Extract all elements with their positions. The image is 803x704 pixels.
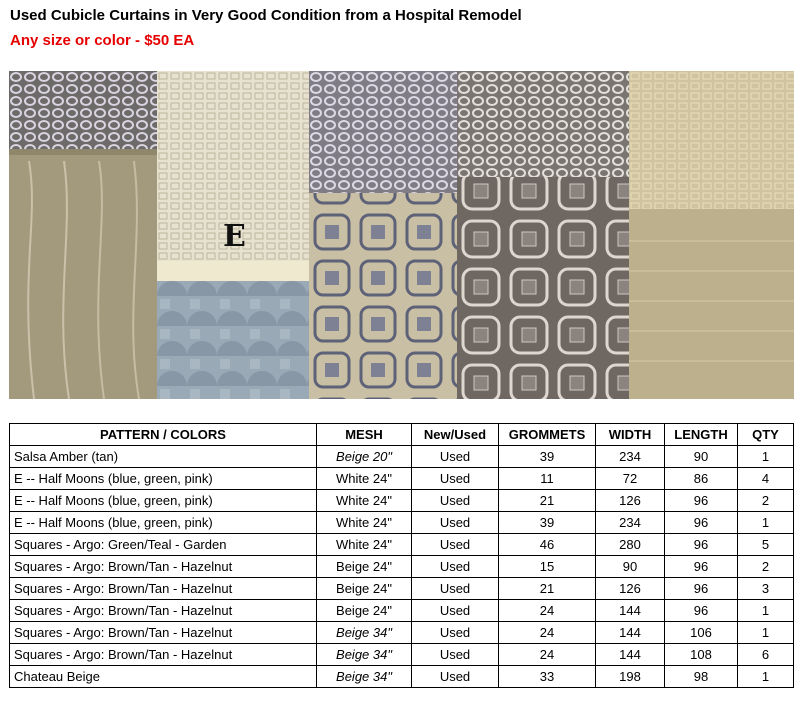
length-cell: 98 bbox=[665, 666, 738, 688]
width-cell: 90 bbox=[596, 556, 665, 578]
qty-cell: 2 bbox=[738, 490, 794, 512]
pattern-cell: Squares - Argo: Green/Teal - Garden bbox=[10, 534, 317, 556]
header-width: WIDTH bbox=[596, 424, 665, 446]
mesh-cell: White 24" bbox=[317, 468, 412, 490]
price-subtitle: Any size or color - $50 EA bbox=[10, 32, 195, 49]
squares-argo-hazelnut-swatch bbox=[457, 71, 629, 399]
condition-cell: Used bbox=[412, 556, 499, 578]
grommets-cell: 15 bbox=[499, 556, 596, 578]
header-mesh: MESH bbox=[317, 424, 412, 446]
length-cell: 96 bbox=[665, 490, 738, 512]
header-pattern: PATTERN / COLORS bbox=[10, 424, 317, 446]
squares-argo-garden-swatch bbox=[309, 71, 457, 399]
width-cell: 144 bbox=[596, 644, 665, 666]
grommets-cell: 24 bbox=[499, 622, 596, 644]
table-row bbox=[10, 600, 794, 622]
grommets-cell: 39 bbox=[499, 512, 596, 534]
condition-cell: Used bbox=[412, 468, 499, 490]
pattern-cell: Squares - Argo: Brown/Tan - Hazelnut bbox=[10, 578, 317, 600]
length-cell: 96 bbox=[665, 534, 738, 556]
table-row bbox=[10, 578, 794, 600]
table-row bbox=[10, 446, 794, 468]
condition-cell: Used bbox=[412, 622, 499, 644]
width-cell: 234 bbox=[596, 446, 665, 468]
header-length: LENGTH bbox=[665, 424, 738, 446]
mesh-cell: White 24" bbox=[317, 534, 412, 556]
table-row bbox=[10, 622, 794, 644]
inventory-table bbox=[9, 423, 794, 688]
table-row bbox=[10, 490, 794, 512]
chateau-beige-swatch bbox=[629, 71, 794, 399]
pattern-cell: Squares - Argo: Brown/Tan - Hazelnut bbox=[10, 644, 317, 666]
qty-cell: 6 bbox=[738, 644, 794, 666]
qty-cell: 1 bbox=[738, 622, 794, 644]
qty-cell: 1 bbox=[738, 666, 794, 688]
width-cell: 234 bbox=[596, 512, 665, 534]
qty-cell: 1 bbox=[738, 512, 794, 534]
mesh-cell: Beige 20" bbox=[317, 446, 412, 468]
condition-cell: Used bbox=[412, 512, 499, 534]
qty-cell: 1 bbox=[738, 600, 794, 622]
condition-cell: Used bbox=[412, 644, 499, 666]
pattern-cell: Squares - Argo: Brown/Tan - Hazelnut bbox=[10, 600, 317, 622]
grommets-cell: 46 bbox=[499, 534, 596, 556]
condition-cell: Used bbox=[412, 666, 499, 688]
mesh-cell: White 24" bbox=[317, 490, 412, 512]
width-cell: 280 bbox=[596, 534, 665, 556]
pattern-cell: Squares - Argo: Brown/Tan - Hazelnut bbox=[10, 622, 317, 644]
grommets-cell: 39 bbox=[499, 446, 596, 468]
table-header-row bbox=[10, 424, 794, 446]
table-row bbox=[10, 556, 794, 578]
condition-cell: Used bbox=[412, 600, 499, 622]
qty-cell: 1 bbox=[738, 446, 794, 468]
table-row bbox=[10, 534, 794, 556]
table-row bbox=[10, 468, 794, 490]
mesh-cell: Beige 34" bbox=[317, 622, 412, 644]
pattern-cell: Salsa Amber (tan) bbox=[10, 446, 317, 468]
length-cell: 108 bbox=[665, 644, 738, 666]
length-cell: 96 bbox=[665, 512, 738, 534]
salsa-amber-swatch bbox=[9, 71, 157, 399]
table-row bbox=[10, 512, 794, 534]
mesh-cell: Beige 24" bbox=[317, 578, 412, 600]
length-cell: 96 bbox=[665, 556, 738, 578]
width-cell: 126 bbox=[596, 490, 665, 512]
half-moons-letter: E bbox=[223, 219, 246, 254]
pattern-cell: Squares - Argo: Brown/Tan - Hazelnut bbox=[10, 556, 317, 578]
qty-cell: 5 bbox=[738, 534, 794, 556]
width-cell: 126 bbox=[596, 578, 665, 600]
pattern-cell: E -- Half Moons (blue, green, pink) bbox=[10, 490, 317, 512]
width-cell: 144 bbox=[596, 622, 665, 644]
grommets-cell: 33 bbox=[499, 666, 596, 688]
width-cell: 198 bbox=[596, 666, 665, 688]
width-cell: 72 bbox=[596, 468, 665, 490]
header-grommets: GROMMETS bbox=[499, 424, 596, 446]
grommets-cell: 24 bbox=[499, 644, 596, 666]
swatch-photo-strip bbox=[9, 71, 794, 399]
pattern-cell: Chateau Beige bbox=[10, 666, 317, 688]
condition-cell: Used bbox=[412, 534, 499, 556]
width-cell: 144 bbox=[596, 600, 665, 622]
grommets-cell: 21 bbox=[499, 490, 596, 512]
qty-cell: 3 bbox=[738, 578, 794, 600]
header-qty: QTY bbox=[738, 424, 794, 446]
mesh-cell: Beige 34" bbox=[317, 666, 412, 688]
grommets-cell: 24 bbox=[499, 600, 596, 622]
length-cell: 96 bbox=[665, 578, 738, 600]
pattern-cell: E -- Half Moons (blue, green, pink) bbox=[10, 512, 317, 534]
qty-cell: 2 bbox=[738, 556, 794, 578]
table-row bbox=[10, 666, 794, 688]
grommets-cell: 11 bbox=[499, 468, 596, 490]
length-cell: 86 bbox=[665, 468, 738, 490]
header-new-used: New/Used bbox=[412, 424, 499, 446]
mesh-cell: White 24" bbox=[317, 512, 412, 534]
half-moons-swatch bbox=[157, 71, 309, 399]
length-cell: 90 bbox=[665, 446, 738, 468]
table-row bbox=[10, 644, 794, 666]
length-cell: 106 bbox=[665, 622, 738, 644]
page-title: Used Cubicle Curtains in Very Good Condition from a Hospital Remodel bbox=[10, 7, 522, 24]
qty-cell: 4 bbox=[738, 468, 794, 490]
grommets-cell: 21 bbox=[499, 578, 596, 600]
condition-cell: Used bbox=[412, 490, 499, 512]
condition-cell: Used bbox=[412, 446, 499, 468]
mesh-cell: Beige 24" bbox=[317, 556, 412, 578]
mesh-cell: Beige 34" bbox=[317, 644, 412, 666]
length-cell: 96 bbox=[665, 600, 738, 622]
pattern-cell: E -- Half Moons (blue, green, pink) bbox=[10, 468, 317, 490]
mesh-cell: Beige 24" bbox=[317, 600, 412, 622]
condition-cell: Used bbox=[412, 578, 499, 600]
